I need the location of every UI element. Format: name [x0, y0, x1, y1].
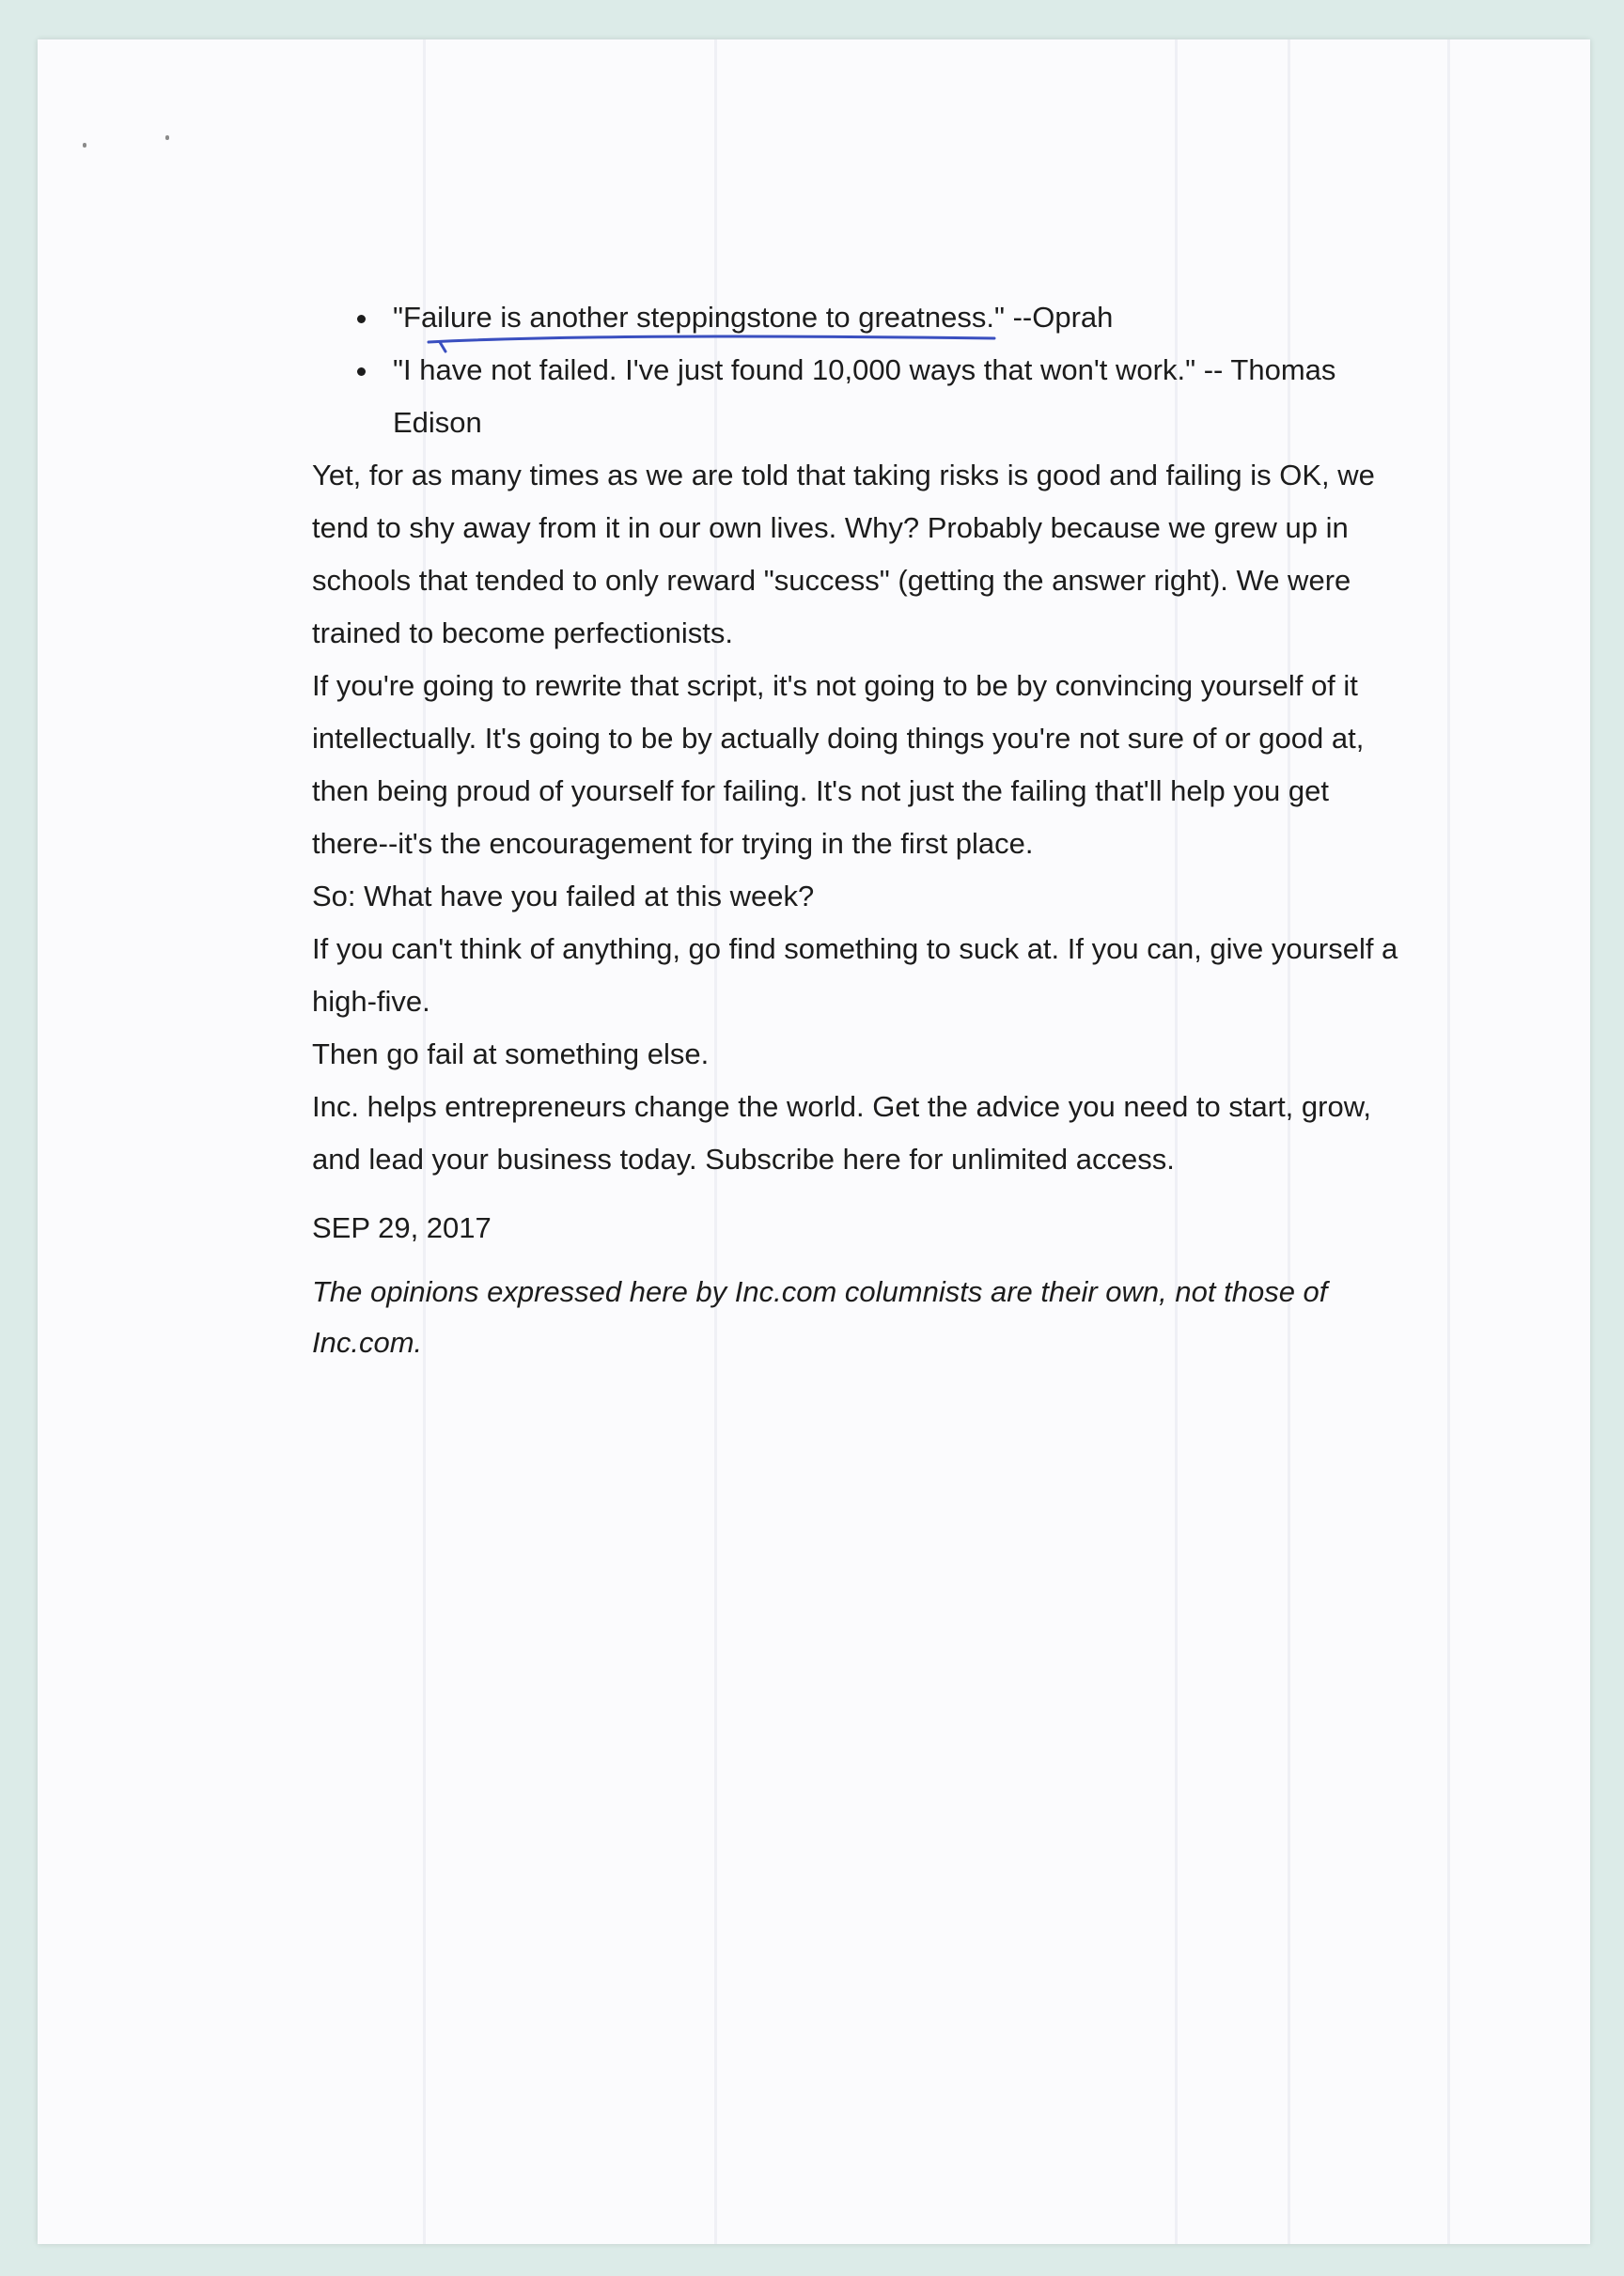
- paragraph-fail-again: Then go fail at something else.: [312, 1037, 710, 1070]
- paragraph-inc-promo: Inc. helps entrepreneurs change the world. Get the advice you need to start, grow, and lead your business today. Subscribe here for unlimited access.: [312, 1090, 1372, 1176]
- quote-oprah: "Failure is another steppingstone to greatness." --Oprah: [312, 291, 1402, 344]
- scan-streak: [1447, 39, 1450, 2244]
- paragraph-risk: Yet, for as many times as we are told that taking risks is good and failing is OK, we tend to shy away from it in our own lives. Why? Probably because we grew up in schools that tended to only reward "success" (getting the answer right). We were trained to become perfectionists.: [312, 459, 1375, 649]
- paper-speck: [83, 143, 86, 148]
- article-body: [312, 291, 1402, 1368]
- publish-date: SEP 29, 2017: [312, 1211, 492, 1244]
- quote-edison: "I have not failed. I've just found 10,000 ways that won't work." -- Thomas Edison: [312, 344, 1402, 449]
- paragraph-rewrite-script: If you're going to rewrite that script, it's not going to be by convincing yourself of it intellectually. It's going to be by actually doing things you're not sure of or good at, then being proud of yourself for failing. It's not just the failing that'll help you get there--it's the encouragement for trying in the first place.: [312, 669, 1365, 860]
- paper-sheet: [38, 39, 1590, 2244]
- quote-list: [312, 291, 1402, 449]
- paragraph-suck-at: If you can't think of anything, go find something to suck at. If you can, give yourself a high-five.: [312, 932, 1398, 1018]
- paragraph-question: So: What have you failed at this week?: [312, 880, 815, 912]
- disclaimer: The opinions expressed here by Inc.com columnists are their own, not those of Inc.com.: [312, 1275, 1328, 1359]
- paper-speck: [165, 135, 169, 140]
